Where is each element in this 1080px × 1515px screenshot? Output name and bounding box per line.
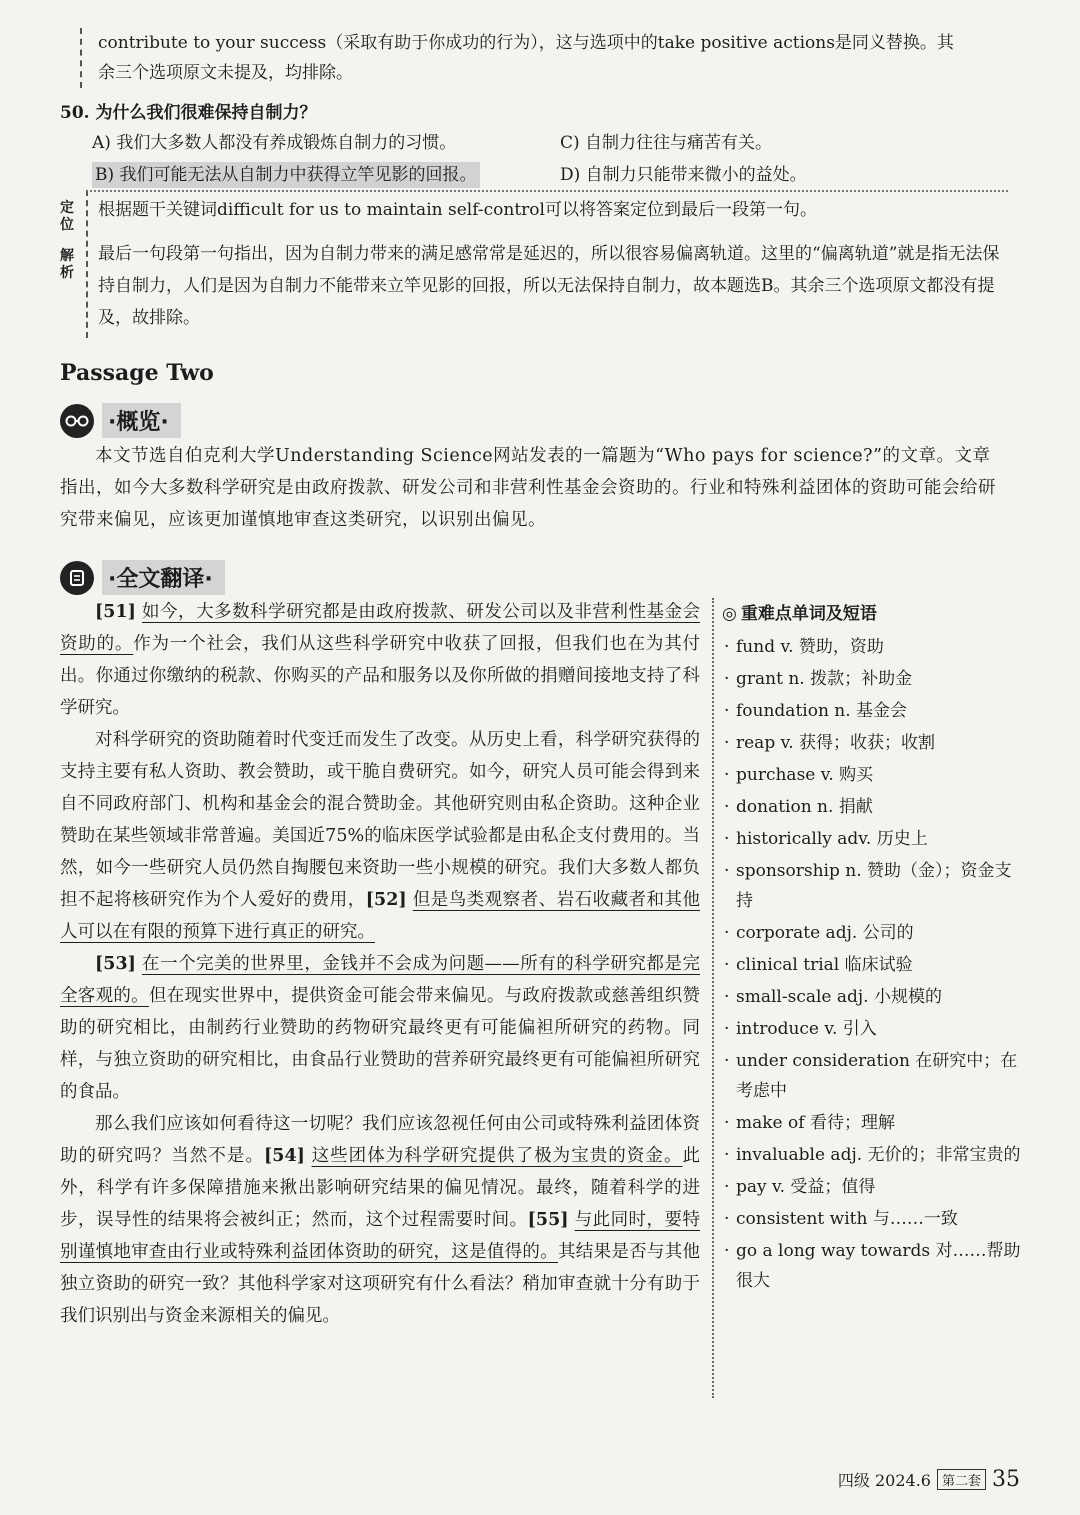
- analysis-box: [60, 190, 1010, 338]
- overview-label: ·概览·: [102, 403, 181, 438]
- vocab-item: · grant n. 拨款；补助金: [722, 664, 1022, 694]
- continuation-line-2: 余三个选项原文未提及，均排除。: [98, 63, 353, 83]
- vocab-item: · introduce v. 引入: [722, 1014, 1022, 1044]
- vocab-item: · historically adv. 历史上: [722, 824, 1022, 854]
- vocab-item: · pay v. 受益；值得: [722, 1172, 1022, 1202]
- overview-heading: [60, 403, 181, 438]
- set-badge: 第二套: [937, 1469, 986, 1490]
- document-icon: [60, 561, 94, 595]
- paragraph-4-text-2: 此外，科学有许多保障措施来揪出影响研究结果的偏见情况。最终，随着科学的进步，误导性的结果将会被纠正；然而，这个过程需要时间。: [60, 1146, 700, 1230]
- marker-53: [53]: [95, 954, 136, 974]
- explain-text: 最后一句段第一句指出，因为自制力带来的满足感常常是延迟的，所以很容易偏离轨道。这里的“偏离轨道”就是指无法保持自制力，人们是因为自制力不能带来立竿见影的回报，所以无法保持自制力，故本题选B。其余三个选项原文都没有提及，故排除。: [98, 244, 1000, 328]
- vocab-item: · consistent with 与……一致: [722, 1204, 1022, 1234]
- paragraph-1-rest: 作为一个社会，我们从这些科学研究中收获了回报，但我们也在为其付出。你通过你缴纳的税款、你购买的产品和服务以及你所做的捐赠间接地支持了科学研究。: [60, 634, 701, 718]
- translation-paragraph-1: [60, 596, 700, 724]
- explain-tag: 解析: [60, 248, 74, 281]
- glasses-icon: [60, 404, 94, 438]
- paragraph-4-text-1: 那么我们应该如何看待这一切呢？我们应该忽视任何由公司或特殊利益团体资助的研究吗？当然不是。: [60, 1114, 700, 1166]
- vocab-item: · clinical trial 临床试验: [722, 950, 1022, 980]
- underlined-sentence-54: 这些团体为科学研究提供了极为宝贵的资金。: [311, 1146, 683, 1166]
- vocabulary-panel: [722, 600, 1022, 1298]
- vocab-item: · fund v. 赞助，资助: [722, 632, 1022, 662]
- page-footer: [838, 1467, 1020, 1492]
- translation-paragraph-2: [60, 724, 700, 948]
- translation-heading: [60, 560, 225, 595]
- translation-body: [60, 596, 700, 1332]
- passage-title: Passage Two: [60, 360, 214, 386]
- vocab-item: · donation n. 捐献: [722, 792, 1022, 822]
- paragraph-3-rest: 但在现实世界中，提供资金可能会带来偏见。与政府拨款或慈善组织赞助的研究相比，由制药行业赞助的药物研究最终更有可能偏袒所研究的药物。同样，与独立资助的研究相比，由食品行业赞助的营养研究最终更有可能偏袒所研究的食品。: [60, 986, 701, 1102]
- marker-55: [55]: [527, 1210, 569, 1230]
- vocab-item: · make of 看待；理解: [722, 1108, 1022, 1138]
- vocab-item: · corporate adj. 公司的: [722, 918, 1022, 948]
- vocab-item: · under consideration 在研究中；在考虑中: [722, 1046, 1022, 1106]
- vocab-item: · invaluable adj. 无价的；非常宝贵的: [722, 1140, 1022, 1170]
- option-a: A) 我们大多数人都没有养成锻炼自制力的习惯。: [92, 133, 457, 153]
- vocabulary-list: [722, 632, 1022, 1296]
- option-d: D) 自制力只能带来微小的益处。: [560, 165, 807, 185]
- underlined-sentence-52: 但是鸟类观察者、岩石收藏者和其他人可以在有限的预算下进行真正的研究。: [60, 890, 701, 942]
- locate-text: 根据题干关键词difficult for us to maintain self-control可以将答案定位到最后一段第一句。: [98, 200, 817, 220]
- marker-54: [54]: [264, 1146, 305, 1166]
- paragraph-2-text: 对科学研究的资助随着时代变迁而发生了改变。从历史上看，科学研究获得的支持主要有私人资助、教会赞助，或干脆自费研究。如今，研究人员可能会得到来自不同政府部门、机构和基金会的混合赞助金。其他研究则由私企资助。这种企业赞助在某些领域非常普遍。美国近75%的临床医学试验都是由私企支付费用的。当然，如今一些研究人员仍然自掏腰包来资助一些小规模的研究。我们大多数人都负担不起将核研究作为个人爱好的费用，: [60, 730, 700, 910]
- column-divider: [712, 598, 714, 1398]
- translation-label: ·全文翻译·: [102, 560, 225, 595]
- underlined-sentence-53: 在一个完美的世界里，金钱并不会成为问题——所有的科学研究都是完全客观的。: [60, 954, 700, 1006]
- vocab-item: · small-scale adj. 小规模的: [722, 982, 1022, 1012]
- underlined-sentence-55: 与此同时，要特别谨慎地审查由行业或特殊利益团体资助的研究，这是值得的。: [60, 1210, 701, 1262]
- target-icon: ◎: [722, 604, 737, 624]
- paragraph-4-text-3: 其结果是否与其他独立资助的研究一致？其他科学家对这项研究有什么看法？稍加审查就十分有助于我们识别出与资金来源相关的偏见。: [60, 1242, 700, 1326]
- vocab-item: · reap v. 获得；收获；收割: [722, 728, 1022, 758]
- option-c: C) 自制力往往与痛苦有关。: [560, 133, 773, 153]
- marker-52: [52]: [365, 890, 407, 910]
- continuation-line-1: contribute to your success（采取有助于你成功的行为），这与选项中的take positive actions是同义替换。其: [98, 33, 954, 53]
- question-50-title: 50. 为什么我们很难保持自制力？: [60, 103, 317, 123]
- page-number: 35: [992, 1467, 1020, 1492]
- locate-tag: 定位: [60, 200, 74, 233]
- vocab-item: · go a long way towards 对……帮助很大: [722, 1236, 1022, 1296]
- vocabulary-heading: [722, 600, 1022, 628]
- marker-51: [51]: [95, 602, 136, 622]
- overview-text: 本文节选自伯克利大学Understanding Science网站发表的一篇题为“Who pays for science?”的文章。文章指出，如今大多数科学研究是由政府拨款、研发公司和非营利性基金会资助的。行业和特殊利益团体的资助可能会给研究带来偏见，应该更加谨慎地审查这类研究，以识别出偏见。: [60, 446, 996, 530]
- vocabulary-heading-text: 重难点单词及短语: [740, 604, 877, 624]
- translation-paragraph-3: [60, 948, 700, 1108]
- underlined-sentence-51: 如今，大多数科学研究都是由政府拨款、研发公司以及非营利性基金会资助的。: [60, 602, 700, 654]
- translation-paragraph-4: [60, 1108, 700, 1332]
- option-b-highlighted: B) 我们可能无法从自制力中获得立竿见影的回报。: [92, 162, 480, 188]
- vocab-item: · foundation n. 基金会: [722, 696, 1022, 726]
- vocab-item: · purchase v. 购买: [722, 760, 1022, 790]
- continuation-box: [80, 28, 1010, 88]
- exam-level: 四级 2024.6: [837, 1471, 931, 1490]
- vocab-item: · sponsorship n. 赞助（金）；资金支持: [722, 856, 1022, 916]
